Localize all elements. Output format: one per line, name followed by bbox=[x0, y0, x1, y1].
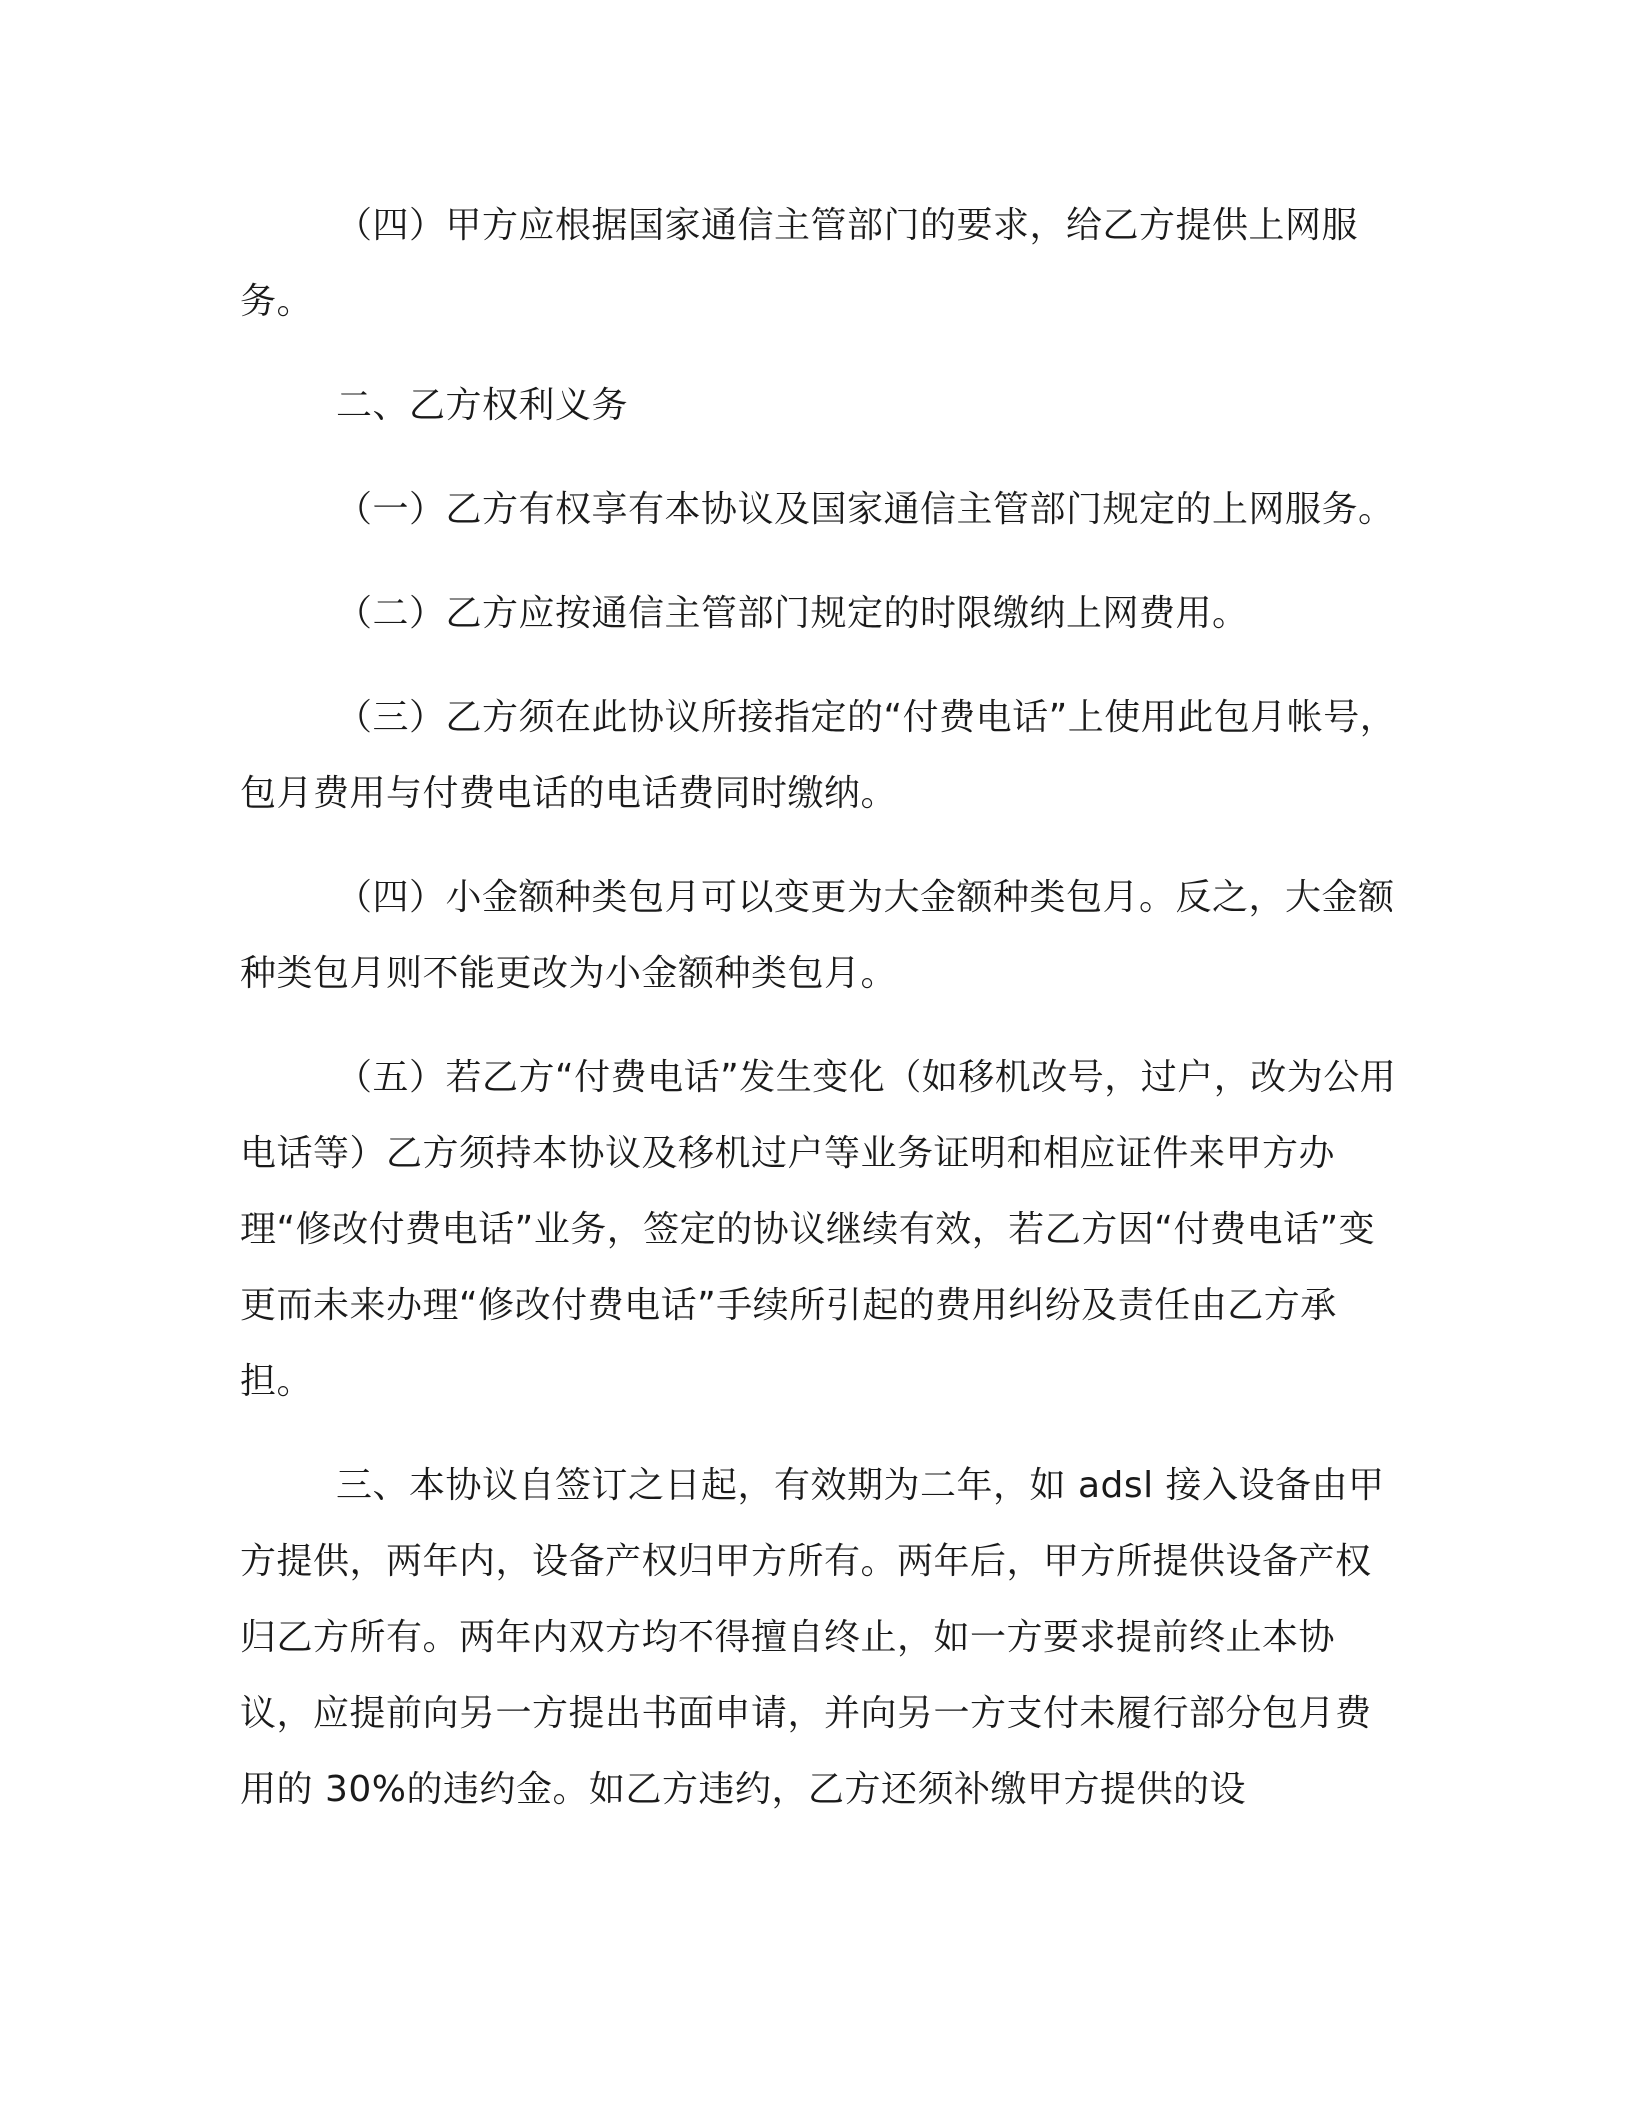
paragraph-party-b-item-4: （四）小金额种类包月可以变更为大金额种类包月。反之，大金额种类包月则不能更改为小金额种类包月。 bbox=[240, 877, 1395, 994]
paragraph-party-b-item-3: （三）乙方须在此协议所接指定的“付费电话”上使用此包月帐号，包月费用与付费电话的电话费同时缴纳。 bbox=[240, 697, 1397, 814]
paragraph-party-a-item-4: （四）甲方应根据国家通信主管部门的要求，给乙方提供上网服务。 bbox=[240, 205, 1359, 322]
paragraph-section-3: 三、本协议自签订之日起，有效期为二年，如 adsl 接入设备由甲方提供，两年内，设备产权归甲方所有。两年后，甲方所提供设备产权归乙方所有。两年内双方均不得擅自终止，如一方要求提前终止本协议，应提前向另一方提出书面申请，并向另一方支付未履行部分包月费用的 30%的违约金。如乙方违约，乙方还须补缴甲方提供的设 bbox=[240, 1465, 1385, 1810]
paragraph-party-b-item-2: （二）乙方应按通信主管部门规定的时限缴纳上网费用。 bbox=[336, 593, 1249, 634]
document-body bbox=[240, 188, 1400, 1828]
section-heading-party-b: 二、乙方权利义务 bbox=[336, 385, 629, 426]
paragraph-party-b-item-5: （五）若乙方“付费电话”发生变化（如移机改号，过户，改为公用电话等）乙方须持本协议及移机过户等业务证明和相应证件来甲方办理“修改付费电话”业务，签定的协议继续有效，若乙方因“付费电话”变更而未来办理“修改付费电话”手续所引起的费用纠纷及责任由乙方承担。 bbox=[240, 1057, 1397, 1402]
paragraph-party-b-item-1: （一）乙方有权享有本协议及国家通信主管部门规定的上网服务。 bbox=[336, 489, 1395, 530]
